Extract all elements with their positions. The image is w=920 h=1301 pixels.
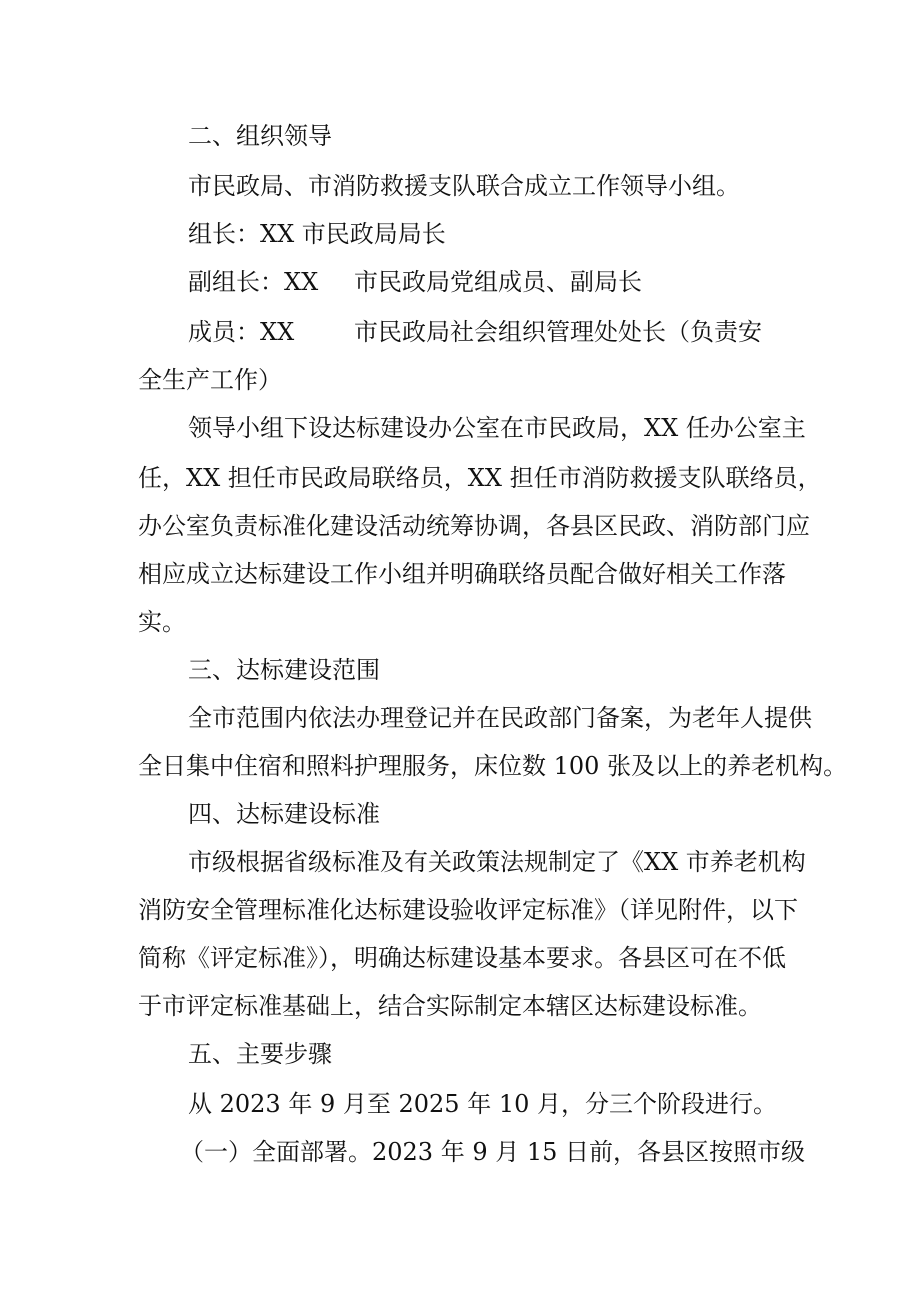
member-role-continued: 全生产工作） xyxy=(138,366,282,394)
standard-paragraph-line: 简称《评定标准》），明确达标建设基本要求。各县区可在不低 xyxy=(138,944,786,972)
vice-leader-line xyxy=(188,268,848,296)
leader-line: 组长：XX 市民政局局长 xyxy=(188,220,446,248)
standard-paragraph-line: 市级根据省级标准及有关政策法规制定了《XX 市养老机构 xyxy=(188,848,806,876)
section-5-heading: 五、主要步骤 xyxy=(188,1040,332,1068)
section-4-heading: 四、达标建设标准 xyxy=(188,800,380,828)
vice-leader-label: 副组长：XX xyxy=(188,268,319,296)
office-paragraph-line: 相应成立达标建设工作小组并明确联络员配合做好相关工作落 xyxy=(138,560,786,588)
section-2-heading: 二、组织领导 xyxy=(188,122,332,150)
standard-paragraph-line: 于市评定标准基础上，结合实际制定本辖区达标建设标准。 xyxy=(138,992,762,1020)
member-label: 成员：XX xyxy=(188,318,295,346)
office-paragraph-line: 办公室负责标准化建设活动统筹协调，各县区民政、消防部门应 xyxy=(138,512,810,540)
member-role: 市民政局社会组织管理处处长（负责安 xyxy=(354,318,762,346)
office-paragraph-line: 任，XX 担任市民政局联络员，XX 担任市消防救援支队联络员， xyxy=(138,464,822,492)
step-1-line: （一）全面部署。2023 年 9 月 15 日前，各县区按照市级 xyxy=(180,1138,806,1166)
office-paragraph-line: 实。 xyxy=(138,608,186,636)
section-3-heading: 三、达标建设范围 xyxy=(188,656,380,684)
scope-paragraph-line: 全市范围内依法办理登记并在民政部门备案，为老年人提供 xyxy=(188,704,812,732)
standard-paragraph-line: 消防安全管理标准化达标建设验收评定标准》（详见附件，以下 xyxy=(138,896,798,924)
scope-paragraph-line: 全日集中住宿和照料护理服务，床位数 100 张及以上的养老机构。 xyxy=(138,752,848,780)
office-paragraph-line: 领导小组下设达标建设办公室在市民政局，XX 任办公室主 xyxy=(188,414,806,442)
steps-paragraph: 从 2023 年 9 月至 2025 年 10 月，分三个阶段进行。 xyxy=(188,1090,777,1118)
section-2-paragraph: 市民政局、市消防救援支队联合成立工作领导小组。 xyxy=(188,172,740,200)
member-line xyxy=(188,318,848,346)
vice-leader-role: 市民政局党组成员、副局长 xyxy=(354,268,642,296)
